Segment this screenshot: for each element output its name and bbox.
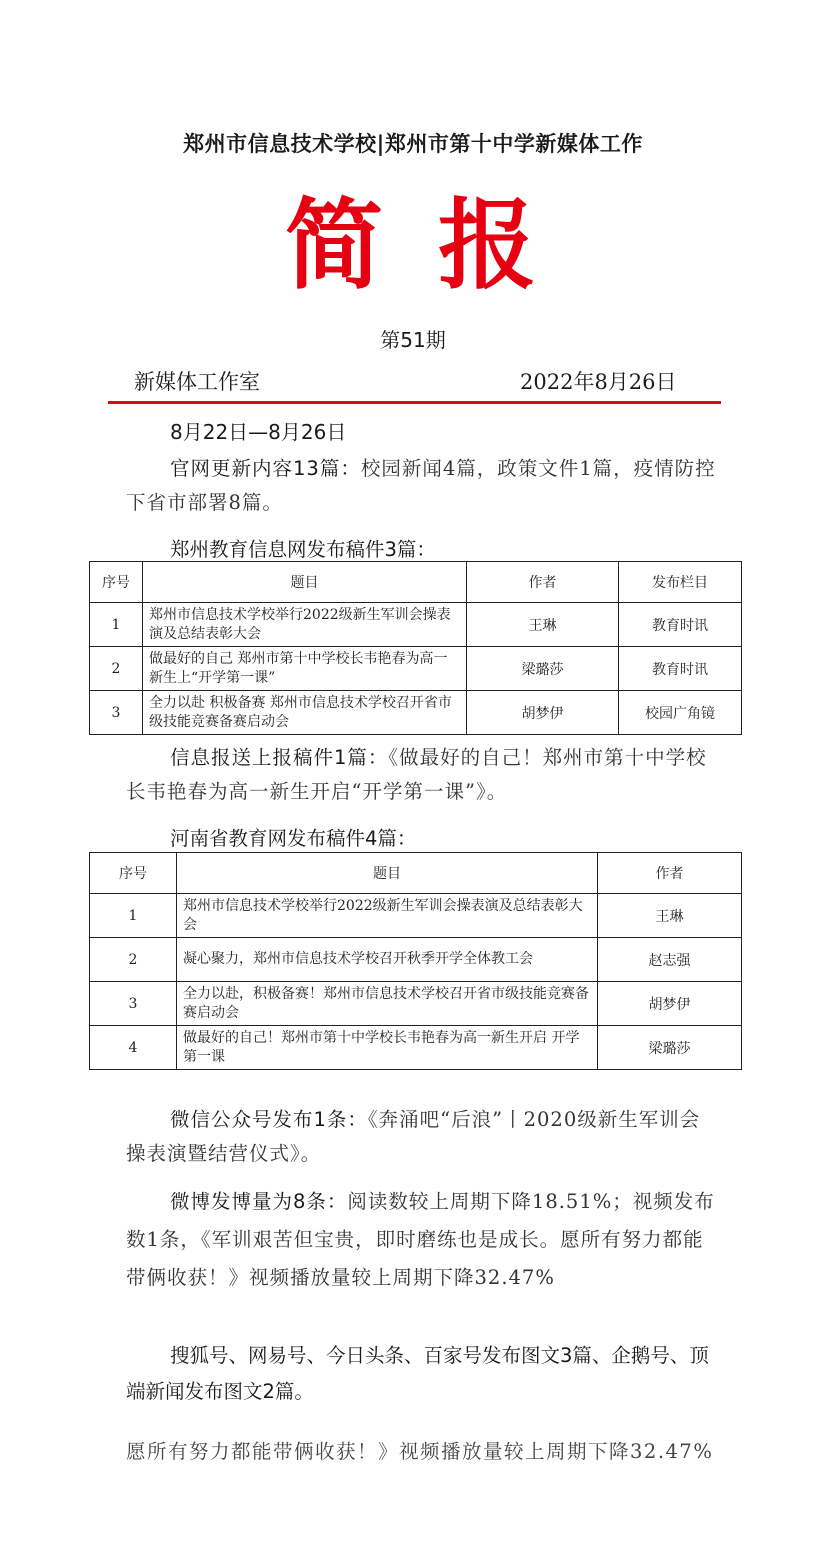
platforms-paragraph [126,1338,716,1410]
row-author: 梁璐莎 [467,647,619,691]
table-row [90,894,742,938]
row-column: 校园广角镜 [619,691,742,735]
publish-date: 2022年8月26日 [520,370,677,394]
info-report-text: 《做最好的自己！郑州市第十中学校长韦艳春为高一新生开启“开学第一课”》。 [126,746,707,803]
row-title: 郑州市信息技术学校举行2022级新生军训会操表演及总结表彰大会 [143,603,467,647]
row-column: 教育时讯 [619,603,742,647]
row-title: 做最好的自己！郑州市第十中学校长韦艳春为高一新生开启 开学第一课 [177,1026,598,1070]
row-author: 胡梦伊 [467,691,619,735]
row-number: 2 [90,647,143,691]
table-header-row [90,562,742,603]
info-report-lead: 信息报送上报稿件1篇： [170,746,389,769]
column-header: 作者 [598,853,742,894]
weibo-paragraph [126,1183,716,1297]
organization: 新媒体工作室 [134,370,260,394]
table-row [90,647,742,691]
official-site-lead: 官网更新内容13篇： [170,457,361,480]
henan-edu-heading: 河南省教育网发布稿件4篇： [170,827,417,850]
zz-edu-heading: 郑州教育信息网发布稿件3篇： [170,538,436,561]
row-title: 凝心聚力，郑州市信息技术学校召开秋季开学全体教工会 [177,938,598,982]
wechat-lead: 微信公众号发布1条： [170,1108,368,1131]
column-header: 发布栏目 [619,562,742,603]
table-header-row [90,853,742,894]
row-number: 3 [90,691,143,735]
column-header: 序号 [90,853,177,894]
report-period: 8月22日—8月26日 [170,420,347,444]
row-author: 梁璐莎 [598,1026,742,1070]
row-number: 3 [90,982,177,1026]
row-number: 1 [90,894,177,938]
weibo-text: 阅读数较上周期下降18.51%；视频发布数1条，《军训艰苦但宝贵，即时磨练也是成长。愿所有努力都能带俩收获！》视频播放量较上周期下降32.47% [126,1190,715,1289]
info-report-paragraph [126,741,716,809]
row-number: 1 [90,603,143,647]
row-number: 2 [90,938,177,982]
zz-edu-table [89,561,742,735]
row-author: 王琳 [467,603,619,647]
weibo-lead: 微博发博量为8条： [170,1190,348,1213]
table-row [90,691,742,735]
wechat-paragraph [126,1103,716,1171]
row-number: 4 [90,1026,177,1070]
header-line: 郑州市信息技术学校|郑州市第十中学新媒体工作 [183,132,643,156]
table-row [90,938,742,982]
row-column: 教育时讯 [619,647,742,691]
row-title: 做最好的自己 郑州市第十中学校长韦艳春为高一新生上“开学第一课” [143,647,467,691]
official-site-text: 校园新闻4篇，政策文件1篇，疫情防控下省市部署8篇。 [126,457,716,514]
table-row [90,982,742,1026]
official-site-paragraph [126,452,716,520]
issue-number: 第51期 [380,328,446,352]
page-title: 简报 [284,189,591,303]
column-header: 作者 [467,562,619,603]
footer-paragraph: 愿所有努力都能带俩收获！》视频播放量较上周期下降32.47% [126,1440,714,1463]
header-divider [108,401,721,404]
row-title: 郑州市信息技术学校举行2022级新生军训会操表演及总结表彰大会 [177,894,598,938]
row-title: 全力以赴，积极备赛！郑州市信息技术学校召开省市级技能竞赛备赛启动会 [177,982,598,1026]
column-header: 题目 [177,853,598,894]
column-header: 题目 [143,562,467,603]
table-row [90,603,742,647]
column-header: 序号 [90,562,143,603]
henan-edu-table [89,852,742,1070]
row-author: 王琳 [598,894,742,938]
row-title: 全力以赴 积极备赛 郑州市信息技术学校召开省市级技能竞赛备赛启动会 [143,691,467,735]
row-author: 胡梦伊 [598,982,742,1026]
wechat-text: 《奔涌吧“后浪”丨2020级新生军训会操表演暨结营仪式》。 [126,1108,701,1165]
row-author: 赵志强 [598,938,742,982]
table-row [90,1026,742,1070]
platforms-text: 搜狐号、网易号、今日头条、百家号发布图文3篇、企鹅号、顶端新闻发布图文2篇。 [126,1344,709,1403]
